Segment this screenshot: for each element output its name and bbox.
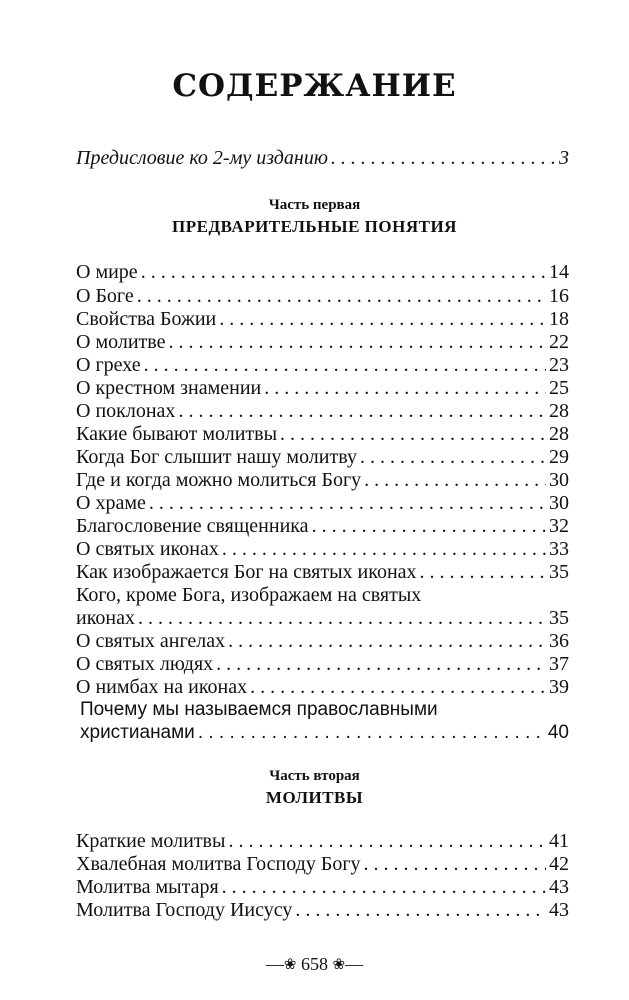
- toc-entry[interactable]: христианами . . . 40: [80, 721, 569, 745]
- part-one-title: ПРЕДВАРИТЕЛЬНЫЕ ПОНЯТИЯ: [172, 217, 457, 236]
- toc-entry[interactable]: О святых иконах . . . 33: [76, 537, 569, 561]
- toc-entry[interactable]: О поклонах . . . 28: [76, 399, 569, 423]
- dot-leader: [364, 852, 546, 876]
- dot-leader: [250, 675, 546, 699]
- dot-leader: [168, 330, 546, 354]
- dot-leader: [138, 606, 546, 630]
- toc-entry[interactable]: Молитва Господу Иисусу . . . 43: [76, 898, 569, 922]
- toc-entry[interactable]: иконах . . . 35: [76, 606, 569, 630]
- dot-leader: [360, 445, 546, 469]
- toc-entry[interactable]: О святых ангелах . . . 36: [76, 629, 569, 653]
- dot-leader: [228, 629, 546, 653]
- toc-entry-line1[interactable]: Кого, кроме Бога, изображаем на святых: [76, 584, 422, 606]
- toc-entry[interactable]: Молитва мытаря . . . 43: [76, 875, 569, 899]
- dot-leader: [222, 875, 546, 899]
- dot-leader: [420, 560, 546, 584]
- dot-leader: [295, 898, 546, 922]
- toc-entry[interactable]: Благословение священника . . . 32: [76, 514, 569, 538]
- dot-leader: [264, 376, 546, 400]
- dot-leader: [222, 537, 546, 561]
- toc-entry[interactable]: Свойства Божии . . . 18: [76, 307, 569, 331]
- dot-leader: [280, 422, 546, 446]
- dot-leader: [312, 514, 546, 538]
- dot-leader: [149, 491, 546, 515]
- toc-entry[interactable]: О храме . . . 30: [76, 491, 569, 515]
- page-footer: [0, 954, 629, 975]
- toc-entry[interactable]: Когда Бог слышит нашу молитву . . . 29: [76, 445, 569, 469]
- dot-leader: [137, 284, 546, 308]
- entry-title: Предисловие ко 2-му изданию: [76, 147, 328, 169]
- toc-entry[interactable]: О нимбах на иконах . . . 39: [76, 675, 569, 699]
- toc-entry-line1[interactable]: Почему мы называемся православными: [80, 699, 438, 720]
- dot-leader: [178, 399, 546, 423]
- part-two-label: Часть вторая: [269, 768, 360, 784]
- ornament-right-icon: ❀: [332, 957, 346, 973]
- toc-entry[interactable]: Как изображается Бог на святых иконах . . . 35: [76, 560, 569, 584]
- toc-entry[interactable]: Где и когда можно молиться Богу . . . 30: [76, 468, 569, 492]
- toc-entry[interactable]: О мире . . . 14: [76, 260, 569, 284]
- toc-entry-preface[interactable]: [76, 146, 569, 170]
- page-number: 658: [301, 954, 328, 974]
- page-title: СОДЕРЖАНИЕ: [172, 68, 457, 104]
- entry-page: 3: [559, 147, 569, 169]
- toc-entry[interactable]: Какие бывают молитвы . . . 28: [76, 422, 569, 446]
- ornament-left-icon: ❀: [283, 957, 297, 973]
- dot-leader: [198, 721, 545, 745]
- dot-leader: [141, 260, 546, 284]
- dash-right: —: [345, 954, 364, 974]
- dot-leader: [331, 146, 556, 170]
- dash-left: —: [265, 954, 284, 974]
- toc-entry[interactable]: О Боге . . . 16: [76, 284, 569, 308]
- dot-leader: [364, 468, 546, 492]
- part-one-label: Часть первая: [268, 197, 361, 213]
- dot-leader: [144, 353, 546, 377]
- toc-entry[interactable]: О святых людях . . . 37: [76, 652, 569, 676]
- toc-entry[interactable]: Краткие молитвы . . . 41: [76, 829, 569, 853]
- dot-leader: [228, 829, 546, 853]
- toc-entry[interactable]: О крестном знамении . . . 25: [76, 376, 569, 400]
- toc-entry[interactable]: Хвалебная молитва Господу Богу . . . 42: [76, 852, 569, 876]
- toc-entry[interactable]: О грехе . . . 23: [76, 353, 569, 377]
- toc-entry[interactable]: О молитве . . . 22: [76, 330, 569, 354]
- dot-leader: [216, 652, 546, 676]
- dot-leader: [219, 307, 546, 331]
- part-two-title: МОЛИТВЫ: [265, 788, 364, 807]
